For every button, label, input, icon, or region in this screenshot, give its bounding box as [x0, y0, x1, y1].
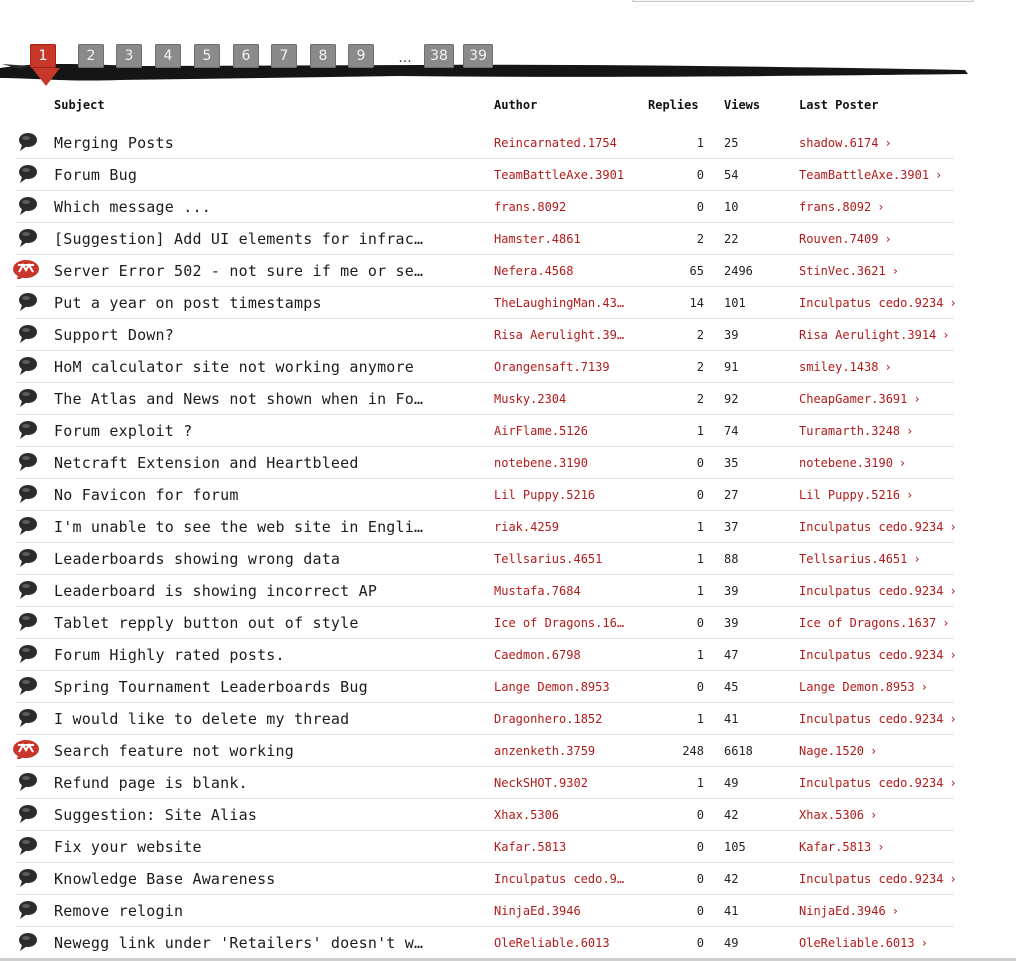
speech-bubble-icon	[16, 420, 40, 440]
thread-row[interactable]	[16, 223, 954, 255]
thread-row[interactable]	[16, 287, 957, 319]
thread-replies-count: 0	[696, 168, 704, 182]
thread-author-link[interactable]: Xhax.5306	[494, 808, 560, 822]
thread-last-poster-link[interactable]	[799, 712, 1016, 726]
speech-bubble-icon	[16, 292, 40, 312]
thread-subject-link[interactable]: Fix your website	[54, 838, 202, 856]
last-poster-name: Rouven.7409	[799, 232, 879, 246]
thread-author-link[interactable]: riak.4259	[494, 520, 560, 534]
thread-author-link[interactable]: Dragonhero.1852	[494, 712, 603, 726]
thread-views-count: 105	[724, 840, 746, 854]
last-poster-name: Lange Demon.8953	[799, 680, 915, 694]
speech-bubble-icon	[16, 708, 40, 728]
thread-views-count: 10	[724, 200, 739, 214]
thread-views-count: 41	[724, 712, 739, 726]
thread-row[interactable]	[16, 927, 954, 959]
thread-last-poster-link[interactable]	[799, 776, 1016, 790]
brush-stroke-divider	[0, 58, 1016, 82]
chevron-right-icon: ›	[942, 616, 950, 630]
thread-last-poster-link[interactable]	[799, 616, 1016, 630]
thread-author-link[interactable]: NeckSHOT.9302	[494, 776, 588, 790]
thread-subject-link[interactable]: Merging Posts	[54, 134, 174, 152]
thread-replies-count: 2	[696, 328, 704, 342]
last-poster-name: Inculpatus cedo.9234	[799, 296, 944, 310]
last-poster-name: Inculpatus cedo.9234	[799, 520, 944, 534]
last-poster-name: Nage.1520	[799, 744, 865, 758]
thread-views-count: 101	[724, 296, 746, 310]
thread-replies-count: 1	[696, 424, 704, 438]
thread-subject-link[interactable]: Search feature not working	[54, 742, 294, 760]
chevron-right-icon: ›	[884, 232, 892, 246]
thread-author-link[interactable]: Ice of Dragons.16…	[494, 616, 625, 630]
chevron-right-icon: ›	[913, 552, 921, 566]
thread-replies-count: 0	[696, 808, 704, 822]
chevron-right-icon: ›	[920, 680, 928, 694]
speech-bubble-icon	[16, 388, 40, 408]
last-poster-name: Inculpatus cedo.9234	[799, 872, 944, 886]
chevron-right-icon: ›	[870, 808, 878, 822]
thread-views-count: 6618	[724, 744, 753, 758]
thread-row[interactable]	[16, 351, 954, 383]
thread-row[interactable]	[16, 255, 954, 287]
speech-bubble-icon	[16, 228, 40, 248]
thread-last-poster-link[interactable]	[799, 136, 1016, 150]
thread-last-poster-link[interactable]	[799, 360, 1016, 374]
thread-author-link[interactable]: Caedmon.6798	[494, 648, 581, 662]
thread-last-poster-link[interactable]	[799, 648, 1016, 662]
chevron-right-icon: ›	[898, 456, 907, 470]
thread-replies-count: 1	[696, 552, 704, 566]
thread-views-count: 25	[724, 136, 739, 150]
thread-author-link[interactable]: TeamBattleAxe.3901	[494, 168, 625, 182]
thread-replies-count: 0	[696, 488, 704, 502]
thread-replies-count: 0	[696, 872, 704, 886]
thread-views-count: 39	[724, 616, 739, 630]
column-header-replies[interactable]: Replies	[648, 98, 699, 112]
thread-last-poster-link[interactable]	[799, 424, 1016, 438]
thread-subject-link[interactable]: Forum Highly rated posts.	[54, 646, 285, 664]
thread-last-poster-link[interactable]	[799, 296, 1016, 310]
thread-subject-link[interactable]: Netcraft Extension and Heartbleed	[54, 454, 359, 472]
thread-replies-count: 2	[696, 232, 704, 246]
chevron-right-icon: ›	[884, 136, 892, 150]
thread-subject-link[interactable]: No Favicon for forum	[54, 486, 239, 504]
speech-bubble-icon	[16, 900, 40, 920]
thread-row[interactable]	[16, 863, 957, 895]
thread-last-poster-link[interactable]	[799, 808, 1016, 822]
thread-subject-link[interactable]: Newegg link under 'Retailers' doesn't w…	[54, 934, 424, 952]
thread-row[interactable]	[16, 447, 954, 479]
thread-last-poster-link[interactable]	[799, 552, 1016, 566]
thread-replies-count: 0	[696, 936, 704, 950]
search-input[interactable]	[632, 0, 974, 2]
pagination-ellipsis: ...	[398, 50, 412, 66]
thread-replies-count: 248	[682, 744, 704, 758]
thread-row[interactable]	[16, 127, 954, 159]
thread-row[interactable]	[16, 479, 954, 511]
chevron-right-icon: ›	[949, 872, 957, 886]
chevron-right-icon: ›	[913, 392, 921, 406]
last-poster-name: Lil Puppy.5216	[799, 488, 901, 502]
thread-replies-count: 14	[689, 296, 704, 310]
thread-views-count: 39	[724, 584, 739, 598]
thread-author-link[interactable]: OleReliable.6013	[494, 936, 610, 950]
active-page-pointer	[32, 68, 60, 86]
last-poster-name: StinVec.3621	[799, 264, 886, 278]
thread-last-poster-link[interactable]	[799, 328, 1016, 342]
thread-views-count: 41	[724, 904, 739, 918]
chevron-right-icon: ›	[906, 488, 914, 502]
thread-subject-link[interactable]: Refund page is blank.	[54, 774, 248, 792]
last-poster-name: Inculpatus cedo.9234	[799, 776, 944, 790]
last-poster-name: OleReliable.6013	[799, 936, 915, 950]
thread-subject-link[interactable]: I would like to delete my thread	[54, 710, 350, 728]
thread-replies-count: 0	[696, 200, 704, 214]
thread-row[interactable]	[16, 799, 954, 831]
speech-bubble-icon	[16, 196, 40, 216]
page-button-6[interactable]: 6	[233, 44, 259, 68]
thread-views-count: 92	[724, 392, 739, 406]
thread-views-count: 54	[724, 168, 739, 182]
thread-author-link[interactable]: Mustafa.7684	[494, 584, 581, 598]
page-button-2[interactable]: 2	[78, 44, 104, 68]
thread-row[interactable]	[16, 831, 954, 863]
thread-last-poster-link[interactable]	[799, 264, 1016, 278]
thread-views-count: 42	[724, 872, 739, 886]
thread-views-count: 2496	[724, 264, 753, 278]
thread-author-link[interactable]: Nefera.4568	[494, 264, 574, 278]
chevron-right-icon: ›	[877, 200, 885, 214]
thread-views-count: 39	[724, 328, 739, 342]
speech-bubble-icon	[16, 324, 40, 344]
thread-subject-link[interactable]: [Suggestion] Add UI elements for infrac…	[54, 230, 424, 248]
thread-subject-link[interactable]: Leaderboards showing wrong data	[54, 550, 341, 568]
speech-bubble-icon	[16, 804, 40, 824]
thread-views-count: 22	[724, 232, 739, 246]
thread-author-link[interactable]: anzenketh.3759	[494, 744, 596, 758]
speech-bubble-icon	[16, 452, 40, 472]
thread-last-poster-link[interactable]	[799, 392, 1016, 406]
last-poster-name: NinjaEd.3946	[799, 904, 886, 918]
speech-bubble-icon	[16, 580, 40, 600]
last-poster-name: notebene.3190	[799, 456, 893, 470]
thread-subject-link[interactable]: Which message ...	[54, 198, 211, 216]
thread-replies-count: 1	[696, 776, 704, 790]
last-poster-name: Inculpatus cedo.9234	[799, 712, 944, 726]
thread-last-poster-link[interactable]	[799, 680, 1016, 694]
thread-views-count: 49	[724, 776, 739, 790]
thread-author-link[interactable]: TheLaughingMan.43…	[494, 296, 625, 310]
thread-views-count: 49	[724, 936, 739, 950]
column-header-subject[interactable]: Subject	[54, 98, 105, 112]
thread-replies-count: 0	[696, 680, 704, 694]
thread-views-count: 27	[724, 488, 739, 502]
page-button-1[interactable]: 1	[30, 44, 56, 68]
thread-row[interactable]	[16, 735, 954, 767]
page-button-3[interactable]: 3	[116, 44, 142, 68]
thread-last-poster-link[interactable]	[799, 232, 1016, 246]
speech-bubble-icon	[16, 772, 40, 792]
last-poster-name: frans.8092	[799, 200, 872, 214]
thread-subject-link[interactable]: Tablet repply button out of style	[54, 614, 359, 632]
thread-row[interactable]	[16, 767, 957, 799]
chevron-right-icon: ›	[949, 712, 957, 726]
page-button-38[interactable]: 38	[424, 44, 454, 68]
last-poster-name: TeamBattleAxe.3901	[799, 168, 930, 182]
thread-last-poster-link[interactable]	[799, 520, 1016, 534]
thread-row[interactable]	[16, 383, 954, 415]
thread-last-poster-link[interactable]	[799, 456, 1016, 470]
thread-author-link[interactable]: AirFlame.5126	[494, 424, 588, 438]
thread-author-link[interactable]: Orangensaft.7139	[494, 360, 610, 374]
chevron-right-icon: ›	[949, 776, 957, 790]
last-poster-name: Inculpatus cedo.9234	[799, 648, 944, 662]
last-poster-name: CheapGamer.3691	[799, 392, 908, 406]
thread-subject-link[interactable]: HoM calculator site not working anymore	[54, 358, 414, 376]
arenanet-logo-icon	[12, 739, 42, 759]
thread-row[interactable]	[16, 671, 954, 703]
last-poster-name: Kafar.5813	[799, 840, 872, 854]
thread-subject-link[interactable]: Suggestion: Site Alias	[54, 806, 258, 824]
chevron-right-icon: ›	[935, 168, 943, 182]
page-button-7[interactable]: 7	[271, 44, 297, 68]
thread-replies-count: 1	[696, 712, 704, 726]
thread-row[interactable]	[16, 639, 957, 671]
page-button-9[interactable]: 9	[348, 44, 374, 68]
thread-replies-count: 0	[696, 904, 704, 918]
thread-replies-count: 65	[689, 264, 704, 278]
last-poster-name: Tellsarius.4651	[799, 552, 908, 566]
last-poster-name: smiley.1438	[799, 360, 879, 374]
speech-bubble-icon	[16, 868, 40, 888]
thread-replies-count: 1	[696, 648, 704, 662]
chevron-right-icon: ›	[877, 840, 885, 854]
thread-author-link[interactable]: Reincarnated.1754	[494, 136, 617, 150]
speech-bubble-icon	[16, 132, 40, 152]
thread-row[interactable]	[16, 703, 957, 735]
thread-replies-count: 2	[696, 360, 704, 374]
speech-bubble-icon	[16, 356, 40, 376]
speech-bubble-icon	[16, 548, 40, 568]
last-poster-name: Risa Aerulight.3914	[799, 328, 937, 342]
thread-row[interactable]	[16, 159, 954, 191]
thread-row[interactable]	[16, 895, 954, 927]
chevron-right-icon: ›	[884, 360, 892, 374]
column-header-author[interactable]: Author	[494, 98, 538, 112]
thread-views-count: 35	[724, 456, 739, 470]
thread-replies-count: 0	[696, 456, 704, 470]
thread-subject-link[interactable]: Forum exploit ?	[54, 422, 193, 440]
thread-author-link[interactable]: frans.8092	[494, 200, 567, 214]
thread-author-link[interactable]: notebene.3190	[494, 456, 588, 470]
last-poster-name: Xhax.5306	[799, 808, 865, 822]
page-button-5[interactable]: 5	[194, 44, 220, 68]
thread-last-poster-link[interactable]	[799, 200, 1016, 214]
column-header-views[interactable]: Views	[724, 98, 761, 112]
thread-views-count: 47	[724, 648, 739, 662]
thread-views-count: 91	[724, 360, 739, 374]
speech-bubble-icon	[16, 164, 40, 184]
thread-replies-count: 1	[696, 520, 704, 534]
chevron-right-icon: ›	[920, 936, 928, 950]
chevron-right-icon: ›	[949, 648, 957, 662]
last-poster-name: Inculpatus cedo.9234	[799, 584, 944, 598]
thread-subject-link[interactable]: I'm unable to see the web site in Engli…	[54, 518, 424, 536]
thread-last-poster-link[interactable]	[799, 840, 1016, 854]
thread-row[interactable]	[16, 607, 954, 639]
thread-last-poster-link[interactable]	[799, 168, 1016, 182]
thread-author-link[interactable]: Musky.2304	[494, 392, 567, 406]
thread-last-poster-link[interactable]	[799, 584, 1016, 598]
speech-bubble-icon	[16, 676, 40, 696]
speech-bubble-icon	[16, 836, 40, 856]
page-button-8[interactable]: 8	[310, 44, 336, 68]
thread-row[interactable]	[16, 543, 954, 575]
chevron-right-icon: ›	[906, 424, 914, 438]
thread-subject-link[interactable]: Put a year on post timestamps	[54, 294, 322, 312]
thread-author-link[interactable]: Lange Demon.8953	[494, 680, 610, 694]
thread-subject-link[interactable]: Spring Tournament Leaderboards Bug	[54, 678, 368, 696]
thread-last-poster-link[interactable]	[799, 936, 1016, 950]
thread-subject-link[interactable]: The Atlas and News not shown when in Fo…	[54, 390, 424, 408]
speech-bubble-icon	[16, 516, 40, 536]
thread-replies-count: 0	[696, 840, 704, 854]
chevron-right-icon: ›	[949, 520, 957, 534]
chevron-right-icon: ›	[891, 264, 899, 278]
thread-row[interactable]	[16, 319, 954, 351]
speech-bubble-icon	[16, 932, 40, 952]
thread-replies-count: 2	[696, 392, 704, 406]
thread-subject-link[interactable]: Remove relogin	[54, 902, 184, 920]
thread-author-link[interactable]: Hamster.4861	[494, 232, 581, 246]
speech-bubble-icon	[16, 484, 40, 504]
thread-list	[0, 127, 1016, 959]
thread-views-count: 45	[724, 680, 739, 694]
thread-author-link[interactable]: Risa Aerulight.39…	[494, 328, 625, 342]
speech-bubble-icon	[16, 644, 40, 664]
thread-views-count: 74	[724, 424, 739, 438]
thread-last-poster-link[interactable]	[799, 904, 1016, 918]
thread-subject-link[interactable]: Forum Bug	[54, 166, 138, 184]
chevron-right-icon: ›	[891, 904, 899, 918]
chevron-right-icon: ›	[949, 584, 957, 598]
thread-author-link[interactable]: Kafar.5813	[494, 840, 567, 854]
thread-subject-link[interactable]: Leaderboard is showing incorrect AP	[54, 582, 378, 600]
thread-subject-link[interactable]: Server Error 502 - not sure if me or se…	[54, 262, 424, 280]
last-poster-name: shadow.6174	[799, 136, 879, 150]
last-poster-name: Ice of Dragons.1637	[799, 616, 937, 630]
chevron-right-icon: ›	[870, 744, 878, 758]
chevron-right-icon: ›	[942, 328, 950, 342]
thread-views-count: 88	[724, 552, 739, 566]
thread-replies-count: 1	[696, 584, 704, 598]
thread-last-poster-link[interactable]	[799, 872, 1016, 886]
thread-author-link[interactable]: Inculpatus cedo.9…	[494, 872, 625, 886]
thread-row[interactable]	[16, 415, 954, 447]
thread-last-poster-link[interactable]	[799, 744, 1016, 758]
thread-row[interactable]	[16, 575, 957, 607]
chevron-right-icon: ›	[949, 296, 957, 310]
thread-author-link[interactable]: NinjaEd.3946	[494, 904, 581, 918]
thread-row[interactable]	[16, 511, 957, 543]
page-button-39[interactable]: 39	[463, 44, 493, 68]
speech-bubble-icon	[16, 612, 40, 632]
thread-replies-count: 0	[696, 616, 704, 630]
column-header-last-poster[interactable]: Last Poster	[799, 98, 879, 112]
thread-author-link[interactable]: Tellsarius.4651	[494, 552, 603, 566]
thread-row[interactable]	[16, 191, 954, 223]
arenanet-logo-icon	[12, 259, 42, 279]
last-poster-name: Turamarth.3248	[799, 424, 901, 438]
thread-subject-link[interactable]: Knowledge Base Awareness	[54, 870, 276, 888]
page-button-4[interactable]: 4	[155, 44, 181, 68]
thread-author-link[interactable]: Lil Puppy.5216	[494, 488, 596, 502]
thread-last-poster-link[interactable]	[799, 488, 1016, 502]
thread-subject-link[interactable]: Support Down?	[54, 326, 174, 344]
thread-replies-count: 1	[696, 136, 704, 150]
thread-views-count: 37	[724, 520, 739, 534]
thread-views-count: 42	[724, 808, 739, 822]
